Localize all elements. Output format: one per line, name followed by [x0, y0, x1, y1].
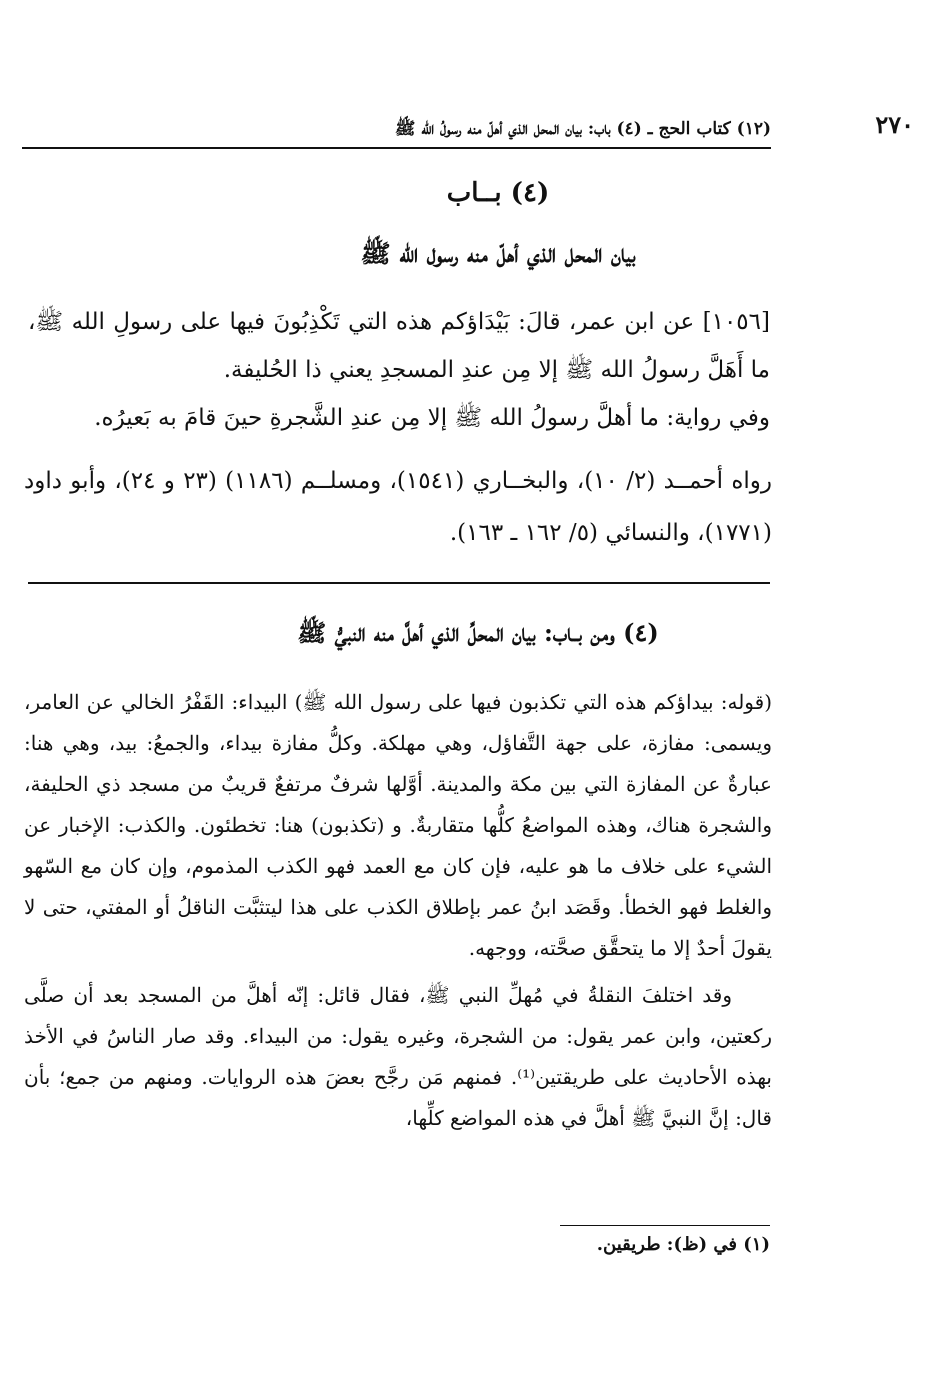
- commentary-text: [24, 682, 772, 1139]
- header-rule: [22, 147, 771, 149]
- page-number: ٢٧٠: [875, 110, 914, 139]
- page-header: [22, 110, 914, 146]
- commentary-paragraph: وقد اختلفَ النقلةُ في مُهلِّ النبي ﷺ، فقال قائل: إنّه أهلَّ من المسجد بعد أن صلَّى ركعتين، وابن عمر يقول: من الشجرة، وغيره يقول: من البيداء. وقد صار الناسُ في الأخذ بهذه الأحاديث على طريقتين⁽¹⁾. فمنهم مَن رجَّح بعضَ هذه الروايات. ومنهم من جمع؛ بأن قال: إنَّ النبيَّ ﷺ أهلَّ في هذه المواضع كلِّها،: [24, 983, 772, 1130]
- footnote: (١) في (ظ): طريقين.: [596, 1234, 770, 1255]
- hadith-paragraph: وفي رواية: ما أهلَّ رسولُ الله ﷺ إلا مِن عندِ الشَّجرةِ حينَ قامَ به بَعيرُه.: [94, 405, 770, 431]
- chapter-number: (٤) بــاب: [446, 178, 550, 208]
- hadith-paragraph: [١٠٥٦] عن ابن عمر، قالَ: بَيْدَاؤكم هذه التي تَكْذِبُونَ فيها على رسولِ الله ﷺ، ما أَهَلَّ رسولُ الله ﷺ إلا مِن عندِ المسجدِ يعني ذا الحُليفة.: [28, 309, 770, 383]
- chapter-title: بيان المحل الذي أهلّ منه رسول الله ﷺ: [360, 239, 636, 268]
- running-head: (١٢) كتاب الحج ـ (٤) باب: بيان المحل الذي أهلّ منه رسولُ الله ﷺ: [394, 119, 771, 139]
- commentary-title: (٤) ومن بــاب: بيان المحلِّ الذي أهلَّ منه النبيُّ ﷺ: [297, 618, 659, 647]
- section-divider: [28, 582, 770, 584]
- footnote-rule: [560, 1225, 770, 1226]
- commentary-paragraph: (قوله: بيداؤكم هذه التي تكذبون فيها على رسول الله ﷺ) البيداء: القَفْرُ الخالي عن العامر، ويسمى: مفازة، على جهة التَّفاؤل، وهي مهلكة. وكلُّ مفازة بيداء، والجمعُ: بيد، وهي هنا: عبارةٌ عن المفازة التي بين مكة والمدينة. أوَّلها شرفٌ مرتفعٌ قريبٌ من مسجد ذي الحليفة، والشجرة هناك، وهذه المواضعُ كلُّها متقاربةٌ. و (تكذبون) هنا: تخطئون. والكذب: الإخبار عن الشيء على خلاف ما هو عليه، فإن كان مع العمد فهو الكذب المذموم، وإن كان مع السّهو والغلط فهو الخطأ. وقَصَد ابنُ عمر بإطلاق الكذب على هذا ليتثبَّت الناقلُ أو المفتي، حتى لا يقولَ أحدٌ إلا ما يتحقَّق صحَّته، ووجهه.: [24, 690, 772, 960]
- source-text: رواه أحمــد (٢/ ١٠)، والبخــاري (١٥٤١)، ومسلــم (١١٨٦) (٢٣ و ٢٤)، وأبو داود (١٧٧١)، والنسائي (٥/ ١٦٢ ـ ١٦٣).: [24, 468, 772, 546]
- hadith-text: [28, 298, 770, 442]
- hadith-sources: [24, 455, 772, 559]
